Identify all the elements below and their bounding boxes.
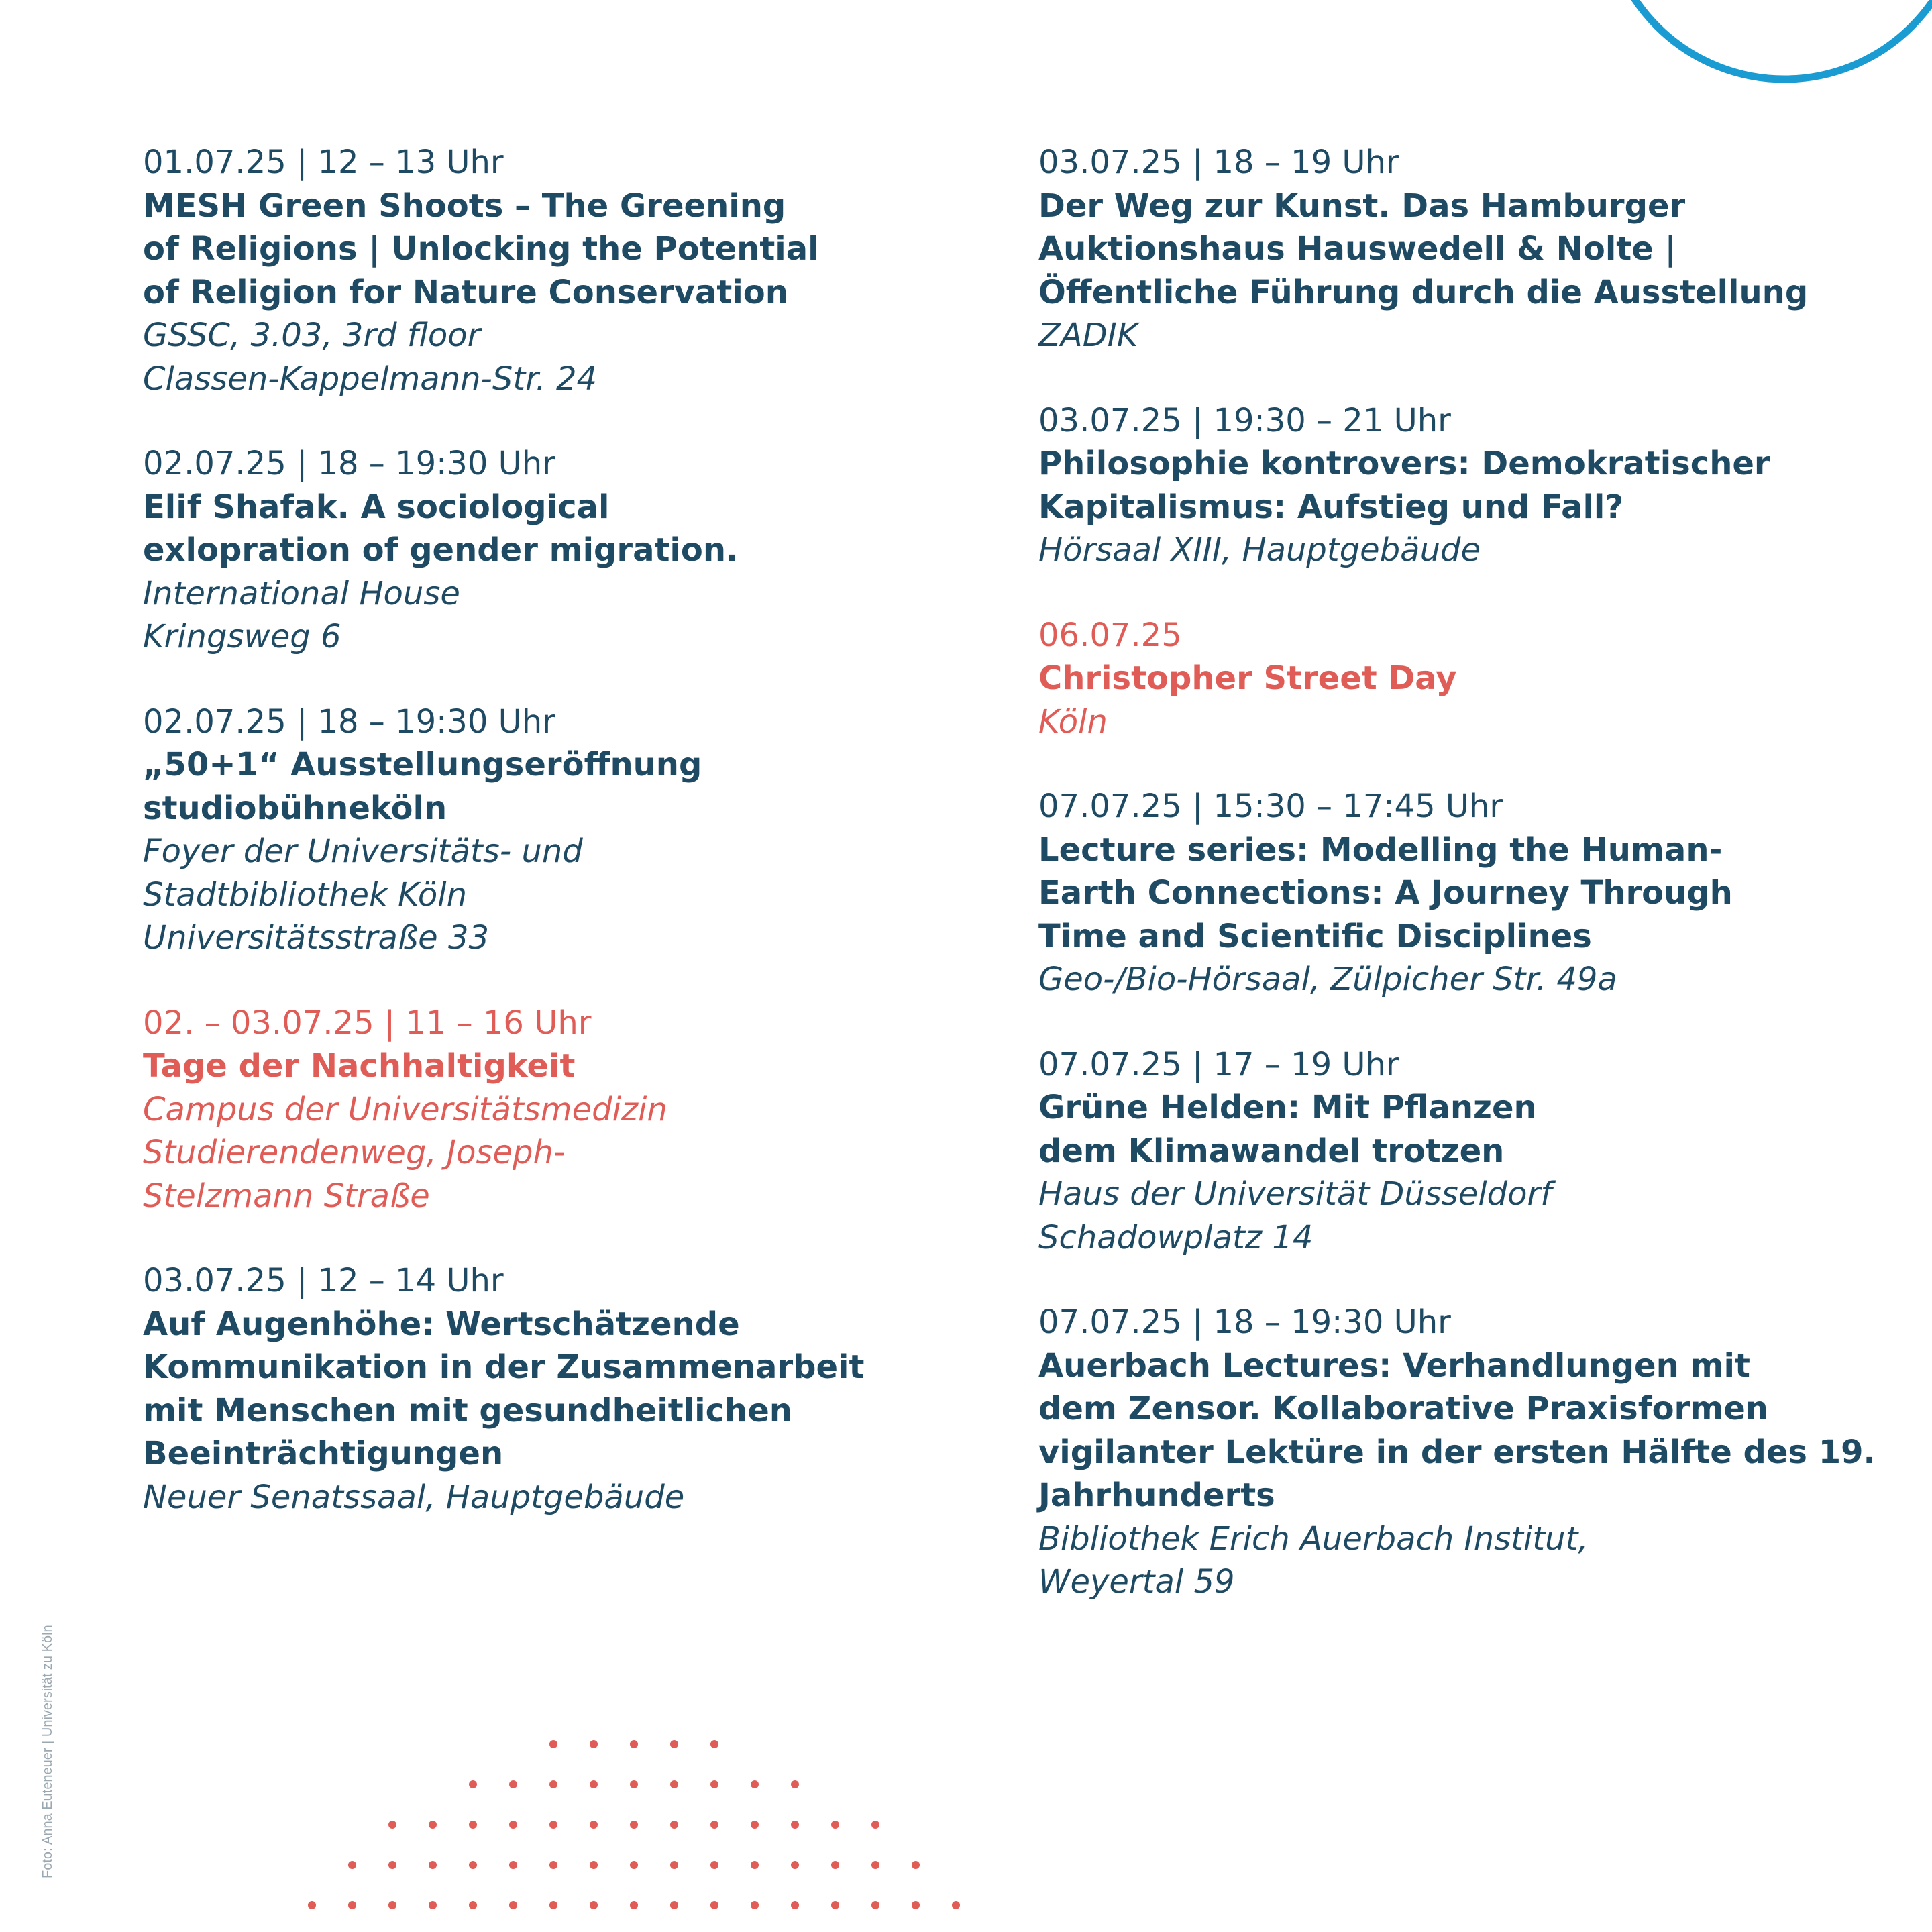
event-title-line: Lecture series: Modelling the Human- <box>1038 830 1723 869</box>
event-title-line: of Religion for Nature Conservation <box>143 273 788 311</box>
event-date: 03.07.25 | 19:30 – 21 Uhr <box>1038 401 1451 439</box>
event-location-line: Foyer der Universitäts- und <box>143 833 583 870</box>
event-title-line: Der Weg zur Kunst. Das Hamburger <box>1038 186 1686 225</box>
event-title-line: Tage der Nachhaltigkeit <box>143 1047 576 1085</box>
photo-credit: Foto: Anna Euteneuer | Universität zu Köln <box>40 1625 55 1878</box>
decorative-dot <box>429 1821 437 1829</box>
event-column-left <box>143 141 988 1560</box>
event-location-line: GSSC, 3.03, 3rd floor <box>143 317 481 354</box>
decorative-arc <box>1597 0 1932 87</box>
decorative-dot <box>630 1861 638 1869</box>
decorative-dot <box>429 1901 437 1909</box>
event-title-line: vigilanter Lektüre in der ersten Hälfte des 19. <box>1038 1433 1876 1471</box>
event-location-line: Weyertal 59 <box>1038 1563 1235 1601</box>
decorative-dot <box>590 1901 598 1909</box>
decorative-dot <box>509 1780 517 1788</box>
event-location-line: Universitätsstraße 33 <box>143 919 490 957</box>
decorative-dot <box>549 1901 557 1909</box>
decorative-dot <box>710 1861 718 1869</box>
decorative-dot <box>871 1861 879 1869</box>
event-date: 07.07.25 | 15:30 – 17:45 Uhr <box>1038 788 1503 825</box>
event-location-line: Classen-Kappelmann-Str. 24 <box>143 360 598 398</box>
decorative-dot <box>751 1901 759 1909</box>
event-entry <box>143 700 988 960</box>
event-location-line: Stadtbibliothek Köln <box>143 875 468 914</box>
event-title-line: Auktionshaus Hauswedell & Nolte | <box>1038 230 1677 268</box>
decorative-dot <box>710 1780 718 1788</box>
decorative-dot <box>549 1821 557 1829</box>
decorative-dot <box>630 1740 638 1748</box>
event-entry <box>143 141 988 400</box>
event-date: 06.07.25 <box>1038 616 1182 654</box>
decorative-dot <box>469 1861 477 1869</box>
event-date: 02.07.25 | 18 – 19:30 Uhr <box>143 702 555 741</box>
event-title-line: dem Zensor. Kollaborative Praxisformen <box>1038 1390 1768 1428</box>
event-title-line: MESH Green Shoots – The Greening <box>143 186 786 225</box>
event-title-line: Auf Augenhöhe: Wertschätzende <box>143 1305 740 1343</box>
event-column-right <box>1038 141 1911 1646</box>
event-date: 02.07.25 | 18 – 19:30 Uhr <box>143 445 555 482</box>
event-title-line: Beeinträchtigungen <box>143 1435 504 1472</box>
decorative-dot <box>871 1901 879 1909</box>
event-location-line: Bibliothek Erich Auerbach Institut, <box>1038 1519 1589 1558</box>
decorative-dot <box>590 1740 598 1748</box>
event-location-line: Kringsweg 6 <box>143 618 341 655</box>
decorative-dot <box>912 1861 920 1869</box>
decorative-dot <box>670 1821 678 1829</box>
event-entry <box>1038 614 1911 744</box>
event-date: 03.07.25 | 12 – 14 Uhr <box>143 1262 504 1299</box>
event-date: 03.07.25 | 18 – 19 Uhr <box>1038 144 1399 181</box>
event-title-line: Christopher Street Day <box>1038 659 1457 697</box>
decorative-dot <box>590 1780 598 1788</box>
event-entry <box>143 1259 988 1519</box>
event-location-line: Schadowplatz 14 <box>1038 1218 1313 1256</box>
decorative-dot <box>590 1861 598 1869</box>
decorative-dot <box>388 1901 396 1909</box>
event-title-line: Earth Connections: A Journey Through <box>1038 874 1733 912</box>
event-title-line: Philosophie kontrovers: Demokratischer <box>1038 445 1770 482</box>
decorative-dot <box>509 1861 517 1869</box>
decorative-dot <box>630 1780 638 1788</box>
decorative-dot <box>952 1901 960 1909</box>
decorative-dot <box>509 1901 517 1909</box>
decorative-dot <box>388 1861 396 1869</box>
event-entry <box>1038 399 1911 572</box>
event-entry <box>1038 1043 1911 1260</box>
decorative-dot <box>751 1821 759 1829</box>
decorative-dot <box>791 1901 799 1909</box>
decorative-dot <box>670 1901 678 1909</box>
decorative-dot <box>429 1861 437 1869</box>
decorative-dot <box>670 1780 678 1788</box>
decorative-dot <box>469 1780 477 1788</box>
event-date: 01.07.25 | 12 – 13 Uhr <box>143 144 504 181</box>
event-location-line: Neuer Senatssaal, Hauptgebäude <box>143 1478 685 1516</box>
event-title-line: Jahrhunderts <box>1038 1477 1275 1514</box>
decorative-dot <box>469 1901 477 1909</box>
decorative-dot <box>630 1901 638 1909</box>
decorative-dot <box>590 1821 598 1829</box>
decorative-dot <box>831 1821 839 1829</box>
event-location-line: Geo-/Bio-Hörsaal, Zülpicher Str. 49a <box>1038 961 1617 998</box>
event-title-line: studiobühneköln <box>143 789 447 827</box>
event-title-line: Elif Shafak. A sociological <box>143 488 610 526</box>
decorative-dot <box>509 1821 517 1829</box>
decorative-dot <box>630 1821 638 1829</box>
decorative-dot <box>388 1821 396 1829</box>
decorative-dot <box>549 1780 557 1788</box>
decorative-dot <box>308 1901 316 1909</box>
decorative-dot <box>791 1821 799 1829</box>
event-date: 02. – 03.07.25 | 11 – 16 Uhr <box>143 1004 592 1042</box>
event-title-line: „50+1“ Ausstellungseröffnung <box>143 746 702 784</box>
decorative-dot <box>831 1861 839 1869</box>
event-title-line: Kommunikation in der Zusammenarbeit <box>143 1348 865 1386</box>
event-location-line: International House <box>143 574 460 612</box>
event-location-line: Hörsaal XIII, Hauptgebäude <box>1038 531 1481 569</box>
decorative-dot <box>710 1740 718 1748</box>
event-location-line: Campus der Universitätsmedizin <box>143 1090 667 1128</box>
event-entry <box>1038 1301 1911 1604</box>
event-title-line: Öffentliche Führung durch die Ausstellung <box>1038 273 1809 311</box>
decorative-dot <box>549 1740 557 1748</box>
event-title-line: of Religions | Unlocking the Potential <box>143 230 819 268</box>
event-location-line: Haus der Universität Düsseldorf <box>1038 1175 1552 1213</box>
decorative-dot <box>831 1901 839 1909</box>
event-title-line: Grüne Helden: Mit Pflanzen <box>1038 1089 1537 1126</box>
decorative-dot <box>791 1780 799 1788</box>
event-location-line: Stelzmann Straße <box>143 1177 430 1215</box>
decorative-dot <box>670 1740 678 1748</box>
decorative-dot <box>348 1901 356 1909</box>
event-title-line: mit Menschen mit gesundheitlichen <box>143 1391 792 1430</box>
event-title-line: dem Klimawandel trotzen <box>1038 1132 1505 1170</box>
decorative-dot <box>670 1861 678 1869</box>
event-date: 07.07.25 | 17 – 19 Uhr <box>1038 1045 1399 1083</box>
decorative-dot <box>710 1821 718 1829</box>
decorative-dot-pattern <box>288 1717 993 1932</box>
decorative-dot <box>348 1861 356 1869</box>
event-entry <box>1038 141 1911 358</box>
event-title-line: exlopration of gender migration. <box>143 531 739 569</box>
event-location-line: Köln <box>1038 702 1108 741</box>
decorative-dot <box>710 1901 718 1909</box>
decorative-dot <box>912 1901 920 1909</box>
decorative-dot <box>751 1780 759 1788</box>
decorative-dot <box>791 1861 799 1869</box>
event-location-line: Studierendenweg, Joseph- <box>143 1134 566 1171</box>
decorative-dot <box>469 1821 477 1829</box>
decorative-dot <box>751 1861 759 1869</box>
event-title-line: Time and Scientific Disciplines <box>1038 917 1592 955</box>
decorative-dot <box>549 1861 557 1869</box>
event-title-line: Auerbach Lectures: Verhandlungen mit <box>1038 1346 1750 1385</box>
event-date: 07.07.25 | 18 – 19:30 Uhr <box>1038 1303 1451 1341</box>
event-title-line: Kapitalismus: Aufstieg und Fall? <box>1038 488 1624 526</box>
event-entry <box>143 442 988 659</box>
event-entry <box>143 1002 988 1218</box>
event-entry <box>1038 785 1911 1002</box>
decorative-dot <box>871 1821 879 1829</box>
event-location-line: ZADIK <box>1038 317 1138 354</box>
